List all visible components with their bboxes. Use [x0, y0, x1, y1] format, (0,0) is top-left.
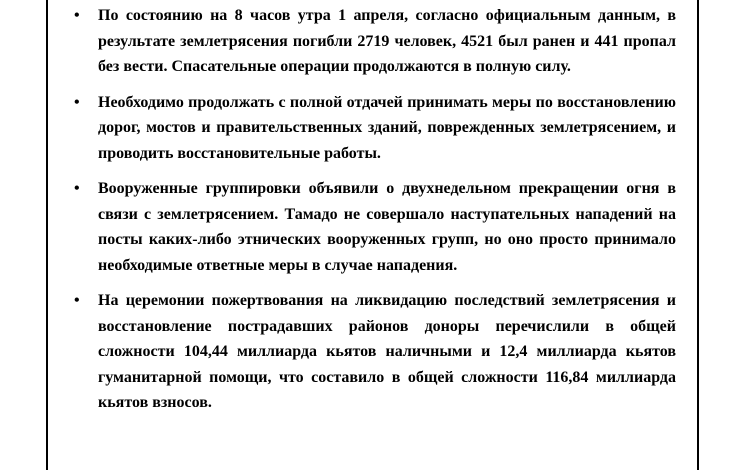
- list-item-text: По состоянию на 8 часов утра 1 апреля, согласно официальным данным, в результате землетрясения погибли 2719 человек, 4521 был ранен и 441 пропал без вести. Спасательные операции продолжаются в полную силу.: [98, 7, 676, 75]
- bullet-icon: •: [74, 7, 80, 24]
- list-item: [70, 3, 676, 80]
- list-item-text: Вооруженные группировки объявили о двухнедельном прекращении огня в связи с землетрясением. Тамадо не совершало наступательных нападений на посты каких-либо этнических вооруженных групп, но оно просто принимало необходимые ответные меры в случае нападения.: [98, 180, 676, 274]
- bullet-icon: •: [74, 93, 80, 111]
- bullet-icon: •: [74, 292, 80, 309]
- list-item-text: Необходимо продолжать с полной отдачей принимать меры по восстановлению дорог, мостов и правительственных зданий, поврежденных землетрясением, и проводить восстановительные работы.: [98, 93, 676, 162]
- bullet-list: [70, 3, 676, 426]
- list-item-text: На церемонии пожертвования на ликвидацию последствий землетрясения и восстановление пострадавших районов доноры перечислили в общей сложности 104,44 миллиарда кьятов наличными и 12,4 миллиарда кьятов гуманитарной помощи, что составило в общей сложности 116,84 миллиарда кьятов взносов.: [98, 292, 676, 411]
- bullet-icon: •: [74, 180, 80, 197]
- list-item: [70, 288, 676, 416]
- list-item: [70, 176, 676, 278]
- list-item: [70, 90, 676, 167]
